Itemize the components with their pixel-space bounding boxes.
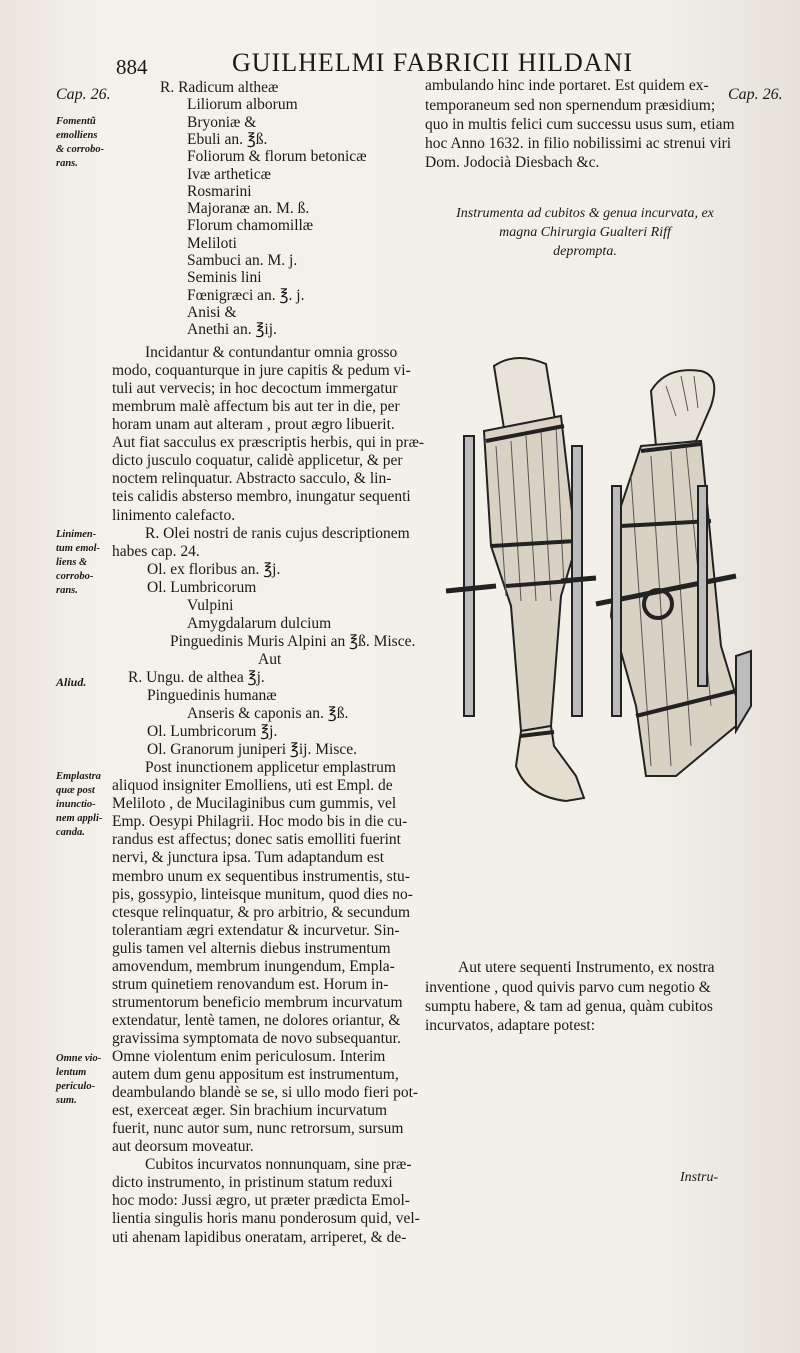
text-line: Ol. ex floribus an. ℥j. (147, 560, 281, 578)
text-line: sumptu habere, & tam ad genua, quàm cubitos (425, 998, 713, 1015)
leg-brace-figure (446, 358, 596, 801)
text-line: Foliorum & florum betonicæ (187, 148, 367, 166)
text-line: modo, coquanturque in jure capitis & pedum vi- (112, 362, 411, 380)
text-line: dicto jusculo coquatur, calidè applicetur, & per (112, 452, 403, 470)
text-line: gravissima symptomata de novo subsequantur. (112, 1029, 401, 1047)
text-line: Ivæ artheticæ (187, 165, 271, 183)
text-line: tuli aut vervecis; in hoc decoctum immergatur (112, 380, 398, 398)
text-line: Amygdalarum dulcium (187, 614, 332, 632)
text-line: extendatur, lentè tamen, ne dolores oriantur, & (112, 1011, 401, 1029)
text-line: aut deorsum moveatur. (112, 1138, 254, 1156)
text-line: pis, gossypio, linteisque munitum, quod dies no- (112, 885, 413, 903)
text-line: R. Ungu. de althea ℥j. (128, 668, 265, 686)
text-line: R. Radicum altheæ (160, 79, 279, 96)
text-line: Cubitos incurvatos nonnunquam, sine præ- (145, 1156, 412, 1174)
running-head: GUILHELMI FABRICII HILDANI (232, 48, 634, 77)
text-line: Anisi & (187, 303, 237, 321)
text-line: strum quinetiem renovandum est. Horum in- (112, 975, 389, 993)
text-line: Anethi an. ℥ij. (187, 321, 277, 339)
text-line: Ol. Lumbricorum ℥j. (147, 723, 278, 740)
text-line: Ebuli an. ℥ß. (187, 130, 268, 148)
page-number: 884 (116, 55, 148, 79)
chapter-label-left: Cap. 26. (56, 86, 111, 103)
text-line: dicto instrumento, in pristinum statum reduxi (112, 1174, 393, 1192)
text-line: Pinguedinis humanæ (147, 687, 277, 704)
text-line: teis calidis absterso membro, inungatur sequenti (112, 488, 411, 506)
text-line: lientia singulis horis manu ponderosum quid, vel- (112, 1210, 420, 1228)
text-line: Aut fiat sacculus ex præscriptis herbis, qui in præ- (112, 434, 425, 452)
text-line: gulis tamen vel alternis diebus instrumentum (112, 939, 391, 957)
text-line: Vulpini (187, 596, 234, 614)
text-line: noctem relinquatur. Abstracto sacculo, & lin- (112, 470, 392, 488)
text-line: hoc Anno 1632. in filio nobilissimi ac strenui viri (425, 135, 732, 152)
text-line: Pinguedinis Muris Alpini an ℥ß. Misce. (170, 632, 416, 650)
margin-note-linimentum: Linimen- tum emol- liens & corrobo- rans. (56, 529, 101, 596)
text-line: Majoranæ an. M. ß. (187, 200, 310, 218)
text-line: Omne violentum enim periculosum. Interim (112, 1048, 386, 1065)
text-line: Florum chamomillæ (187, 217, 314, 235)
text-line: incurvatos, adaptare potest: (425, 1017, 596, 1034)
text-line: ctesque relinquatur, & pro arbitrio, & secundum (112, 903, 411, 921)
margin-note-emplastra: Emplastra quæ post inunctio- nem appli- canda. (56, 771, 103, 838)
text-line: Liliorum alborum (187, 96, 298, 114)
text-line: hoc modo: Jussi ægro, ut præter prædicta Emol- (112, 1192, 410, 1210)
text-line: fuerit, nunc autor sum, nunc retrorsum, sursum (112, 1120, 404, 1138)
text-line: Meliloto , de Mucilaginibus cum gummis, vel (112, 795, 397, 813)
text-line: strumentorum beneficio membrum incurvatum (112, 993, 403, 1011)
text-line: Bryoniæ & (187, 113, 257, 131)
text-line: quo in multis felici cum successu usus sum, etiam (425, 116, 735, 133)
margin-note-fomentum: Fomentũ emolliens & corrobo- rans. (56, 116, 105, 169)
text-line: Meliloti (187, 234, 237, 252)
text-line: Fœnigræci an. ℥. j. (187, 286, 305, 304)
text-line: Ol. Granorum juniperi ℥ij. Misce. (147, 741, 357, 759)
text-line: autem dum genu appositum est instrumentum, (112, 1066, 399, 1083)
text-line: temporaneum sed non spernendum præsidium; (425, 97, 716, 114)
text-line: Seminis lini (187, 269, 262, 287)
text-line: Aut utere sequenti Instrumento, ex nostra (458, 959, 715, 976)
text-line: Rosmarini (187, 182, 252, 200)
woodcut-illustration (436, 346, 756, 806)
text-line: ambulando hinc inde portaret. Est quidem ex- (425, 77, 709, 94)
text-line: habes cap. 24. (112, 542, 200, 560)
text-line: Dom. Jodocià Diesbach &c. (425, 154, 600, 171)
text-line: aliquod insigniter Emolliens, uti est Empl. de (112, 777, 393, 795)
text-line: Aut (258, 650, 282, 668)
text-line: randus est affectus; donec satis emolliti fuerint (112, 831, 401, 849)
text-line: inventione , quod quivis parvo cum negotio & (425, 979, 711, 996)
text-line: horam unam aut alteram , prout ægro libuerit. (112, 416, 395, 434)
text-line: Emp. Oesypi Philagrii. Hoc modo bis in die cu- (112, 813, 408, 831)
text-line: Incidantur & contundantur omnia grosso (145, 344, 398, 361)
text-line: Anseris & caponis an. ℥ß. (187, 705, 349, 722)
margin-note-aliud: Aliud. (56, 675, 87, 689)
text-line: membrum malè affectum bis aut ter in die, per (112, 398, 400, 416)
chapter-label-right: Cap. 26. (728, 86, 783, 103)
text-line: R. Olei nostri de ranis cujus descriptionem (145, 524, 410, 542)
arm-brace-figure (596, 370, 751, 776)
text-line: deambulando blandè se se, si ullo modo fieri pot- (112, 1084, 419, 1102)
text-line: amovendum, membrum inungendum, Empla- (112, 957, 395, 975)
text-line: tolerantiam ægri extendatur & incurvetur. Sin- (112, 921, 400, 939)
catchword: Instru- (680, 1170, 719, 1185)
margin-note-violentum: Omne vio- lentum periculo- sum. (56, 1053, 102, 1106)
text-line: est, exerceat æger. Sin brachium incurvatum (112, 1102, 388, 1120)
text-line: Post inunctionem applicetur emplastrum (145, 759, 396, 777)
text-line: linimento calefacto. (112, 506, 236, 524)
book-page: 884 GUILHELMI FABRICII HILDANI Cap. 26. Cap. 26. Fomentũ emolliens & corrobo- rans. Linimen- tum emol- liens & corrobo- rans. Aliud. Emplastra quæ post inunctio- nem appli- canda. Omne vio- lentum periculo- sum. R. Radicum altheæ Liliorum alborum Bryoniæ & Ebuli an. ℥ß. Foliorum & florum betonicæ Ivæ artheticæ Rosmarini Majoranæ an. M. ß. Florum chamomillæ Meliloti Sambuci an. M. j. Seminis lini Fœnigræci an. ℥. j. Anisi & Anethi an. ℥ij. Incidantur & contundantur omnia grosso modo, coquanturque in jure capitis & pedum vi- tuli aut vervecis; in hoc decoctum immergatur membrum malè affectum bis aut ter in die, per horam unam aut alteram , prout ægro libuerit. Aut fiat sacculus ex præscriptis herbis, qui in præ- dicto jusculo coquatur, calidè applicetur, & per noctem relinquatur. Abstracto sacculo, & lin- teis calidis absterso membro, inungatur sequenti linimento calefacto. R. Olei nostri de ranis cujus descriptionem habes cap. 24. Ol. ex floribus an. ℥j. Ol. Lumbricorum Vulpini Amygdalarum dulcium Pinguedinis Muris Alpini an ℥ß. Misce. Aut R. Ungu. de althea ℥j. Pinguedinis humanæ Anseris & caponis an. ℥ß. Ol. Lumbricorum ℥j. Ol. Granorum juniperi ℥ij. Misce. Post inunctionem applicetur emplastrum aliquod insigniter Emolliens, uti est Empl. de Meliloto , de Mucilaginibus cum gummis, vel Emp. Oesypi Philagrii. Hoc modo bis in die cu- randus est affectus; donec satis emolliti fuerint nervi, & junctura ipsa. Tum adaptandum est membro unum ex sequentibus instrumentis, stu- pis, gossypio, linteisque munitum, quod dies no- ctesque relinquatur, & pro arbitrio, & secundum tolerantiam ægri extendatur & incurvetur. Sin- gulis tamen vel alternis diebus instrumentum amovendum, membrum inungendum, Empla- strum quinetiem renovandum est. Horum in- strumentorum beneficio membrum incurvatum extendatur, lentè tamen, ne dolores oriantur, & gravissima symptomata de novo subsequantur. Omne violentum enim periculosum. Interim autem dum genu appositum est instrumentum, deambulando blandè se se, si ullo modo fieri pot- est, exerceat æger. Sin brachium incurvatum fuerit, nunc autor sum, nunc retrorsum, sursum aut deorsum moveatur. Cubitos incurvatos nonnunquam, sine præ- dicto instrumento, in pristinum statum reduxi hoc modo: Jussi ægro, ut præter prædicta Emol- lientia singulis horis manu ponderosum quid, vel- uti ahenam lapidibus oneratam, arriperet, & de- ambulando hinc inde portaret. Est quidem ex- temporaneum sed non spernendum præsidium; quo in multis felici cum successu usus sum, etiam hoc Anno 1632. in filio nobilissimi ac strenui viri Dom. Jodocià Diesbach &c. Instrumenta ad cubitos & genua incurvata, ex magna Chirurgia Gualteri Riff deprompta. Aut utere sequenti Instrumento, ex nostra inventione , quod quivis parvo cum negotio & sumptu habere, & tam ad genua, quàm cubitos incurvatos, adaptare potest: Instru- (0, 0, 800, 1353)
text-line: uti ahenam lapidibus oneratam, arriperet, & de- (112, 1228, 407, 1246)
text-line: nervi, & junctura ipsa. Tum adaptandum est (112, 849, 385, 867)
text-line: Sambuci an. M. j. (187, 252, 298, 269)
text-line: Ol. Lumbricorum (147, 578, 257, 596)
text-line: membro unum ex sequentibus instrumentis, stu- (112, 867, 410, 885)
